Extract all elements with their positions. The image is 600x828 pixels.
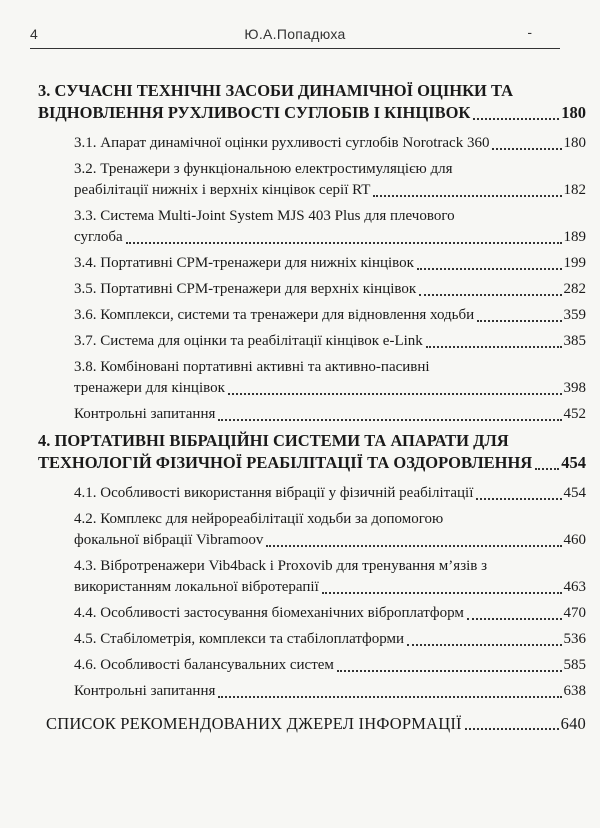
toc-section-entry[interactable]: [38, 279, 586, 300]
dot-leader: [322, 584, 562, 594]
toc-entry-text: реабілітації нижніх і верхніх кінцівок серії RT: [74, 182, 371, 198]
toc-section-entry[interactable]: [38, 331, 586, 352]
toc-page-number: 460: [563, 532, 586, 548]
toc-section-entry[interactable]: [38, 603, 586, 624]
toc-entry-text-line1: 3.2. Тренажери з функціональною електростимуляцією для: [74, 161, 453, 177]
header-mark: -: [527, 24, 532, 40]
dot-leader: [228, 385, 562, 395]
dot-leader: [419, 286, 561, 296]
dot-leader: [476, 490, 561, 500]
page-number: 4: [30, 26, 38, 42]
toc-entry-text: Контрольні запитання: [74, 406, 216, 422]
toc-entry-text: 4.5. Стабілометрія, комплекси та стабілоплатформи: [74, 631, 404, 647]
toc-section-entry[interactable]: [38, 629, 586, 650]
toc-entry-text: використанням локальної вібротерапії: [74, 579, 319, 595]
toc-section-entry[interactable]: [38, 404, 586, 425]
toc-section-entry[interactable]: [38, 556, 586, 598]
dot-leader: [417, 260, 562, 270]
toc-entry-text: Контрольні запитання: [74, 683, 216, 699]
toc-page-number: 359: [563, 307, 586, 323]
toc-page-number: 454: [561, 453, 586, 472]
toc-page-number: 463: [563, 579, 586, 595]
toc-section-entry[interactable]: [38, 509, 586, 551]
dot-leader: [467, 610, 562, 620]
toc-entry-text: тренажери для кінцівок: [74, 380, 225, 396]
toc-page-number: 452: [563, 406, 586, 422]
toc-section-entry[interactable]: [38, 305, 586, 326]
dot-leader: [218, 688, 561, 698]
toc-page-number: 180: [563, 135, 586, 151]
toc-page-number: 189: [563, 229, 586, 245]
toc-entry-text: 3.4. Портативні CPM-тренажери для нижніх кінцівок: [74, 255, 414, 271]
dot-leader: [407, 636, 562, 646]
dot-leader: [535, 460, 559, 470]
dot-leader: [373, 187, 561, 197]
toc-entry-text: 3.7. Система для оцінки та реабілітації кінцівок e-Link: [74, 333, 423, 349]
toc-entry-text-line1: 4.3. Вібротренажери Vib4back і Proxovib для тренування м’язів з: [74, 558, 488, 574]
dot-leader: [337, 662, 562, 672]
toc-section-entry[interactable]: [38, 655, 586, 676]
toc-entry-text-line1: 4.2. Комплекс для нейрореабілітації ходьби за допомогою: [74, 511, 444, 527]
toc-page-number: 536: [563, 631, 586, 647]
page-header: [30, 24, 560, 49]
toc-entry-text: 3.5. Портативні CPM-тренажери для верхніх кінцівок: [74, 281, 417, 297]
toc-chapter-4[interactable]: [38, 430, 586, 474]
toc-section-entry[interactable]: [38, 159, 586, 201]
table-of-contents: [38, 78, 586, 739]
toc-entry-text: 4.1. Особливості використання вібрації у фізичній реабілітації: [74, 485, 474, 501]
toc-page-number: 282: [563, 281, 586, 297]
toc-entry-text-line1: 3.3. Система Multi-Joint System MJS 403 Plus для плечового: [74, 208, 455, 224]
dot-leader: [426, 338, 562, 348]
toc-section-entry[interactable]: [38, 357, 586, 399]
toc-entry-text: 4.4. Особливості застосування біомеханічних віброплатформ: [74, 605, 464, 621]
toc-entry-text: фокальної вібрації Vibramoov: [74, 532, 264, 548]
toc-page-number: 585: [563, 657, 586, 673]
toc-section-entry[interactable]: [38, 206, 586, 248]
toc-page-number: 398: [563, 380, 586, 396]
dot-leader: [473, 110, 559, 120]
toc-chapter-3[interactable]: [38, 80, 586, 124]
toc-entry-text: суглоба: [74, 229, 123, 245]
toc-bibliography[interactable]: [38, 713, 586, 734]
toc-entry-text: СПИСОК РЕКОМЕНДОВАНИХ ДЖЕРЕЛ ІНФОРМАЦІЇ: [46, 714, 462, 733]
toc-section-entry[interactable]: [38, 133, 586, 154]
dot-leader: [266, 537, 561, 547]
dot-leader: [477, 312, 561, 322]
toc-page-number: 454: [563, 485, 586, 501]
toc-page-number: 638: [563, 683, 586, 699]
toc-page-number: 182: [563, 182, 586, 198]
dot-leader: [492, 140, 561, 150]
toc-chapter-3-sections: [38, 133, 586, 425]
toc-chapter-4-sections: [38, 483, 586, 702]
toc-section-entry[interactable]: [38, 681, 586, 702]
toc-entry-text: ВІДНОВЛЕННЯ РУХЛИВОСТІ СУГЛОБІВ І КІНЦІВОК: [38, 103, 471, 122]
toc-entry-text: 3.6. Комплекси, системи та тренажери для відновлення ходьби: [74, 307, 475, 323]
toc-entry-text-line1: 3. СУЧАСНІ ТЕХНІЧНІ ЗАСОБИ ДИНАМІЧНОЇ ОЦІНКИ ТА: [38, 81, 514, 100]
running-head-author: Ю.А.Попадюха: [244, 26, 346, 42]
dot-leader: [126, 234, 562, 244]
toc-section-entry[interactable]: [38, 483, 586, 504]
toc-page-number: 470: [563, 605, 586, 621]
toc-section-entry[interactable]: [38, 253, 586, 274]
toc-entry-text-line1: 4. ПОРТАТИВНІ ВІБРАЦІЙНІ СИСТЕМИ ТА АПАРАТИ ДЛЯ: [38, 431, 509, 450]
toc-entry-text-line1: 3.8. Комбіновані портативні активні та активно-пасивні: [74, 359, 430, 375]
toc-page-number: 199: [563, 255, 586, 271]
dot-leader: [465, 720, 559, 730]
toc-entry-text: ТЕХНОЛОГІЙ ФІЗИЧНОЇ РЕАБІЛІТАЦІЇ ТА ОЗДОРОВЛЕННЯ: [38, 453, 533, 472]
toc-page-number: 180: [561, 103, 586, 122]
toc-page-number: 640: [560, 714, 586, 733]
toc-entry-text: 4.6. Особливості балансувальних систем: [74, 657, 334, 673]
toc-entry-text: 3.1. Апарат динамічної оцінки рухливості суглобів Norotrack 360: [74, 135, 490, 151]
dot-leader: [218, 411, 561, 421]
toc-page-number: 385: [563, 333, 586, 349]
